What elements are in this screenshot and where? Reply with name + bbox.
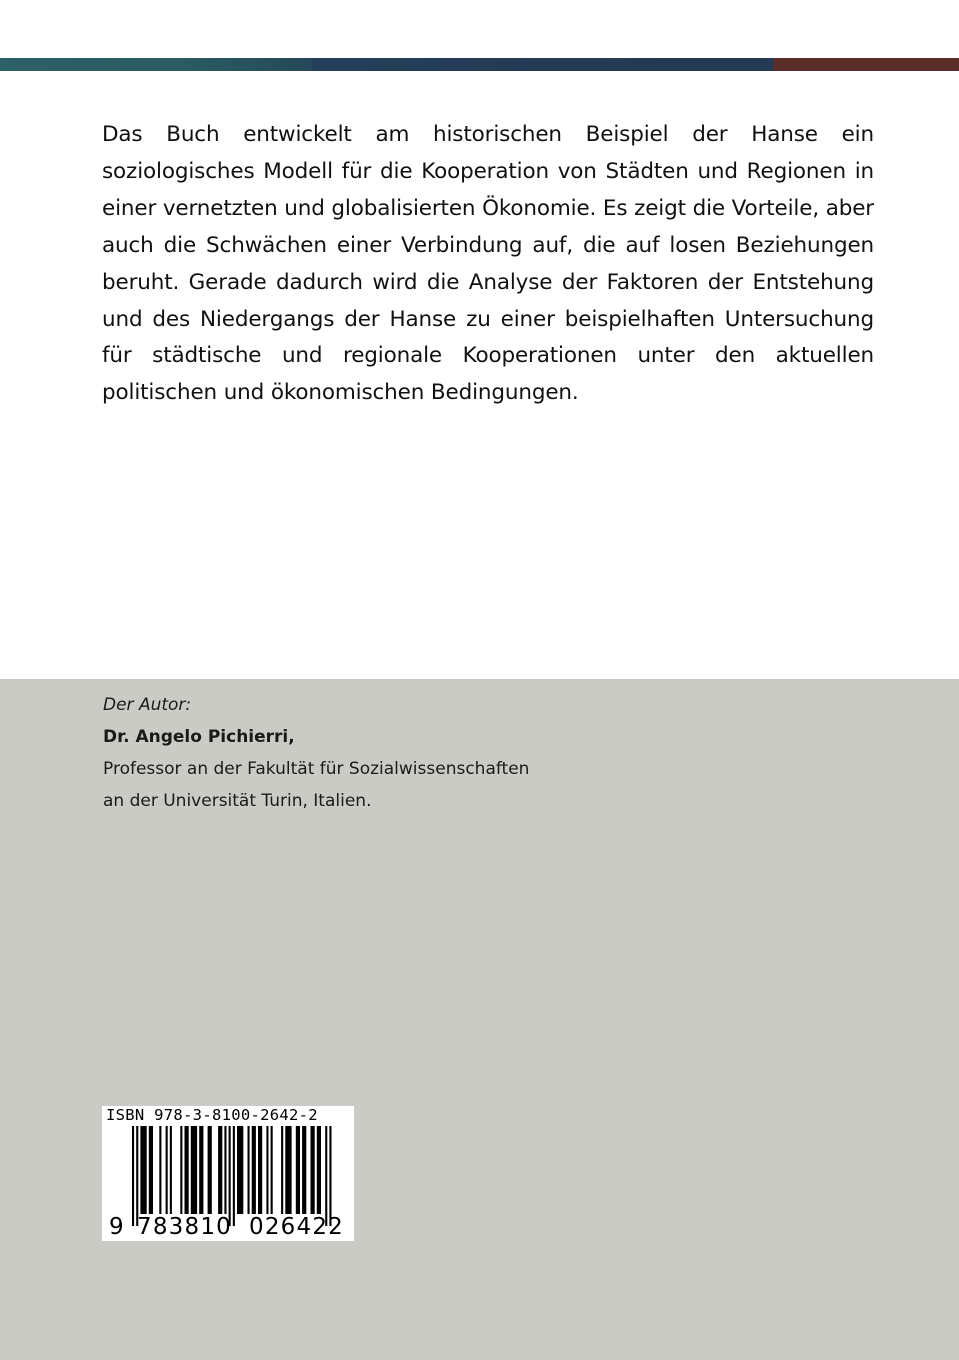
barcode-bar [208, 1126, 212, 1214]
barcode-bar [224, 1126, 226, 1214]
stripe-teal-segment [0, 58, 312, 71]
barcode-bar [237, 1126, 243, 1214]
barcode-bar [191, 1126, 197, 1214]
stripe-maroon-segment [773, 58, 959, 71]
barcode-bar [199, 1126, 203, 1214]
barcode-bar [159, 1126, 161, 1214]
author-section [103, 689, 529, 817]
barcode-bar [258, 1126, 262, 1214]
barcode-guard-bar [233, 1126, 235, 1226]
barcode-bar [302, 1126, 306, 1214]
barcode-bar [180, 1126, 182, 1214]
barcode-guard-bar [229, 1126, 231, 1226]
barcode-bar [296, 1126, 300, 1214]
barcode-bar [271, 1126, 273, 1214]
isbn-barcode [102, 1106, 354, 1241]
top-color-stripe [0, 58, 959, 71]
author-name: Dr. Angelo Pichierri, [103, 727, 295, 747]
barcode-bar [317, 1126, 321, 1214]
barcode-bar [281, 1126, 283, 1214]
ean-first-digit: 9 [109, 1214, 124, 1240]
stripe-navy-segment [312, 58, 773, 71]
author-affiliation-line-2: an der Universität Turin, Italien. [103, 791, 372, 811]
barcode-guard-bar [136, 1126, 138, 1226]
barcode-bar [170, 1126, 172, 1214]
barcode-bar [311, 1126, 315, 1214]
barcode-bar [266, 1126, 268, 1214]
isbn-label: ISBN 978-3-8100-2642-2 [106, 1106, 318, 1124]
barcode-bar [185, 1126, 189, 1214]
barcode-bar [166, 1126, 168, 1214]
barcode-guard-bar [329, 1126, 331, 1226]
barcode-bar [248, 1126, 250, 1214]
author-label: Der Autor: [103, 695, 192, 715]
ean-left-digits: 783810 [137, 1214, 232, 1240]
barcode-bar [149, 1126, 153, 1214]
barcode-bar [285, 1126, 291, 1214]
barcode-bar [218, 1126, 222, 1214]
barcode-bar [252, 1126, 256, 1214]
author-affiliation-line-1: Professor an der Fakultät für Sozialwissenschaften [103, 759, 530, 779]
barcode-guard-bar [325, 1126, 327, 1226]
barcode-bar [140, 1126, 146, 1214]
barcode-guard-bar [132, 1126, 134, 1226]
book-blurb: Das Buch entwickelt am historischen Beispiel der Hanse ein soziologisches Modell für die Kooperation von Städten und Regionen in einer vernetzten und globalisierten Ökonomie. Es zeigt die Vorteile, aber auch die Schwächen einer Verbindung auf, die auf losen Beziehungen beruht. Gerade dadurch wird die Analyse der Faktoren der Entstehung und des Niedergangs der Hanse zu einer beispielhaften Untersuchung für städtische und regionale Kooperationen unter den aktuellen politischen und ökonomischen Bedingungen. [102, 122, 874, 406]
ean-right-digits: 026422 [249, 1214, 344, 1240]
